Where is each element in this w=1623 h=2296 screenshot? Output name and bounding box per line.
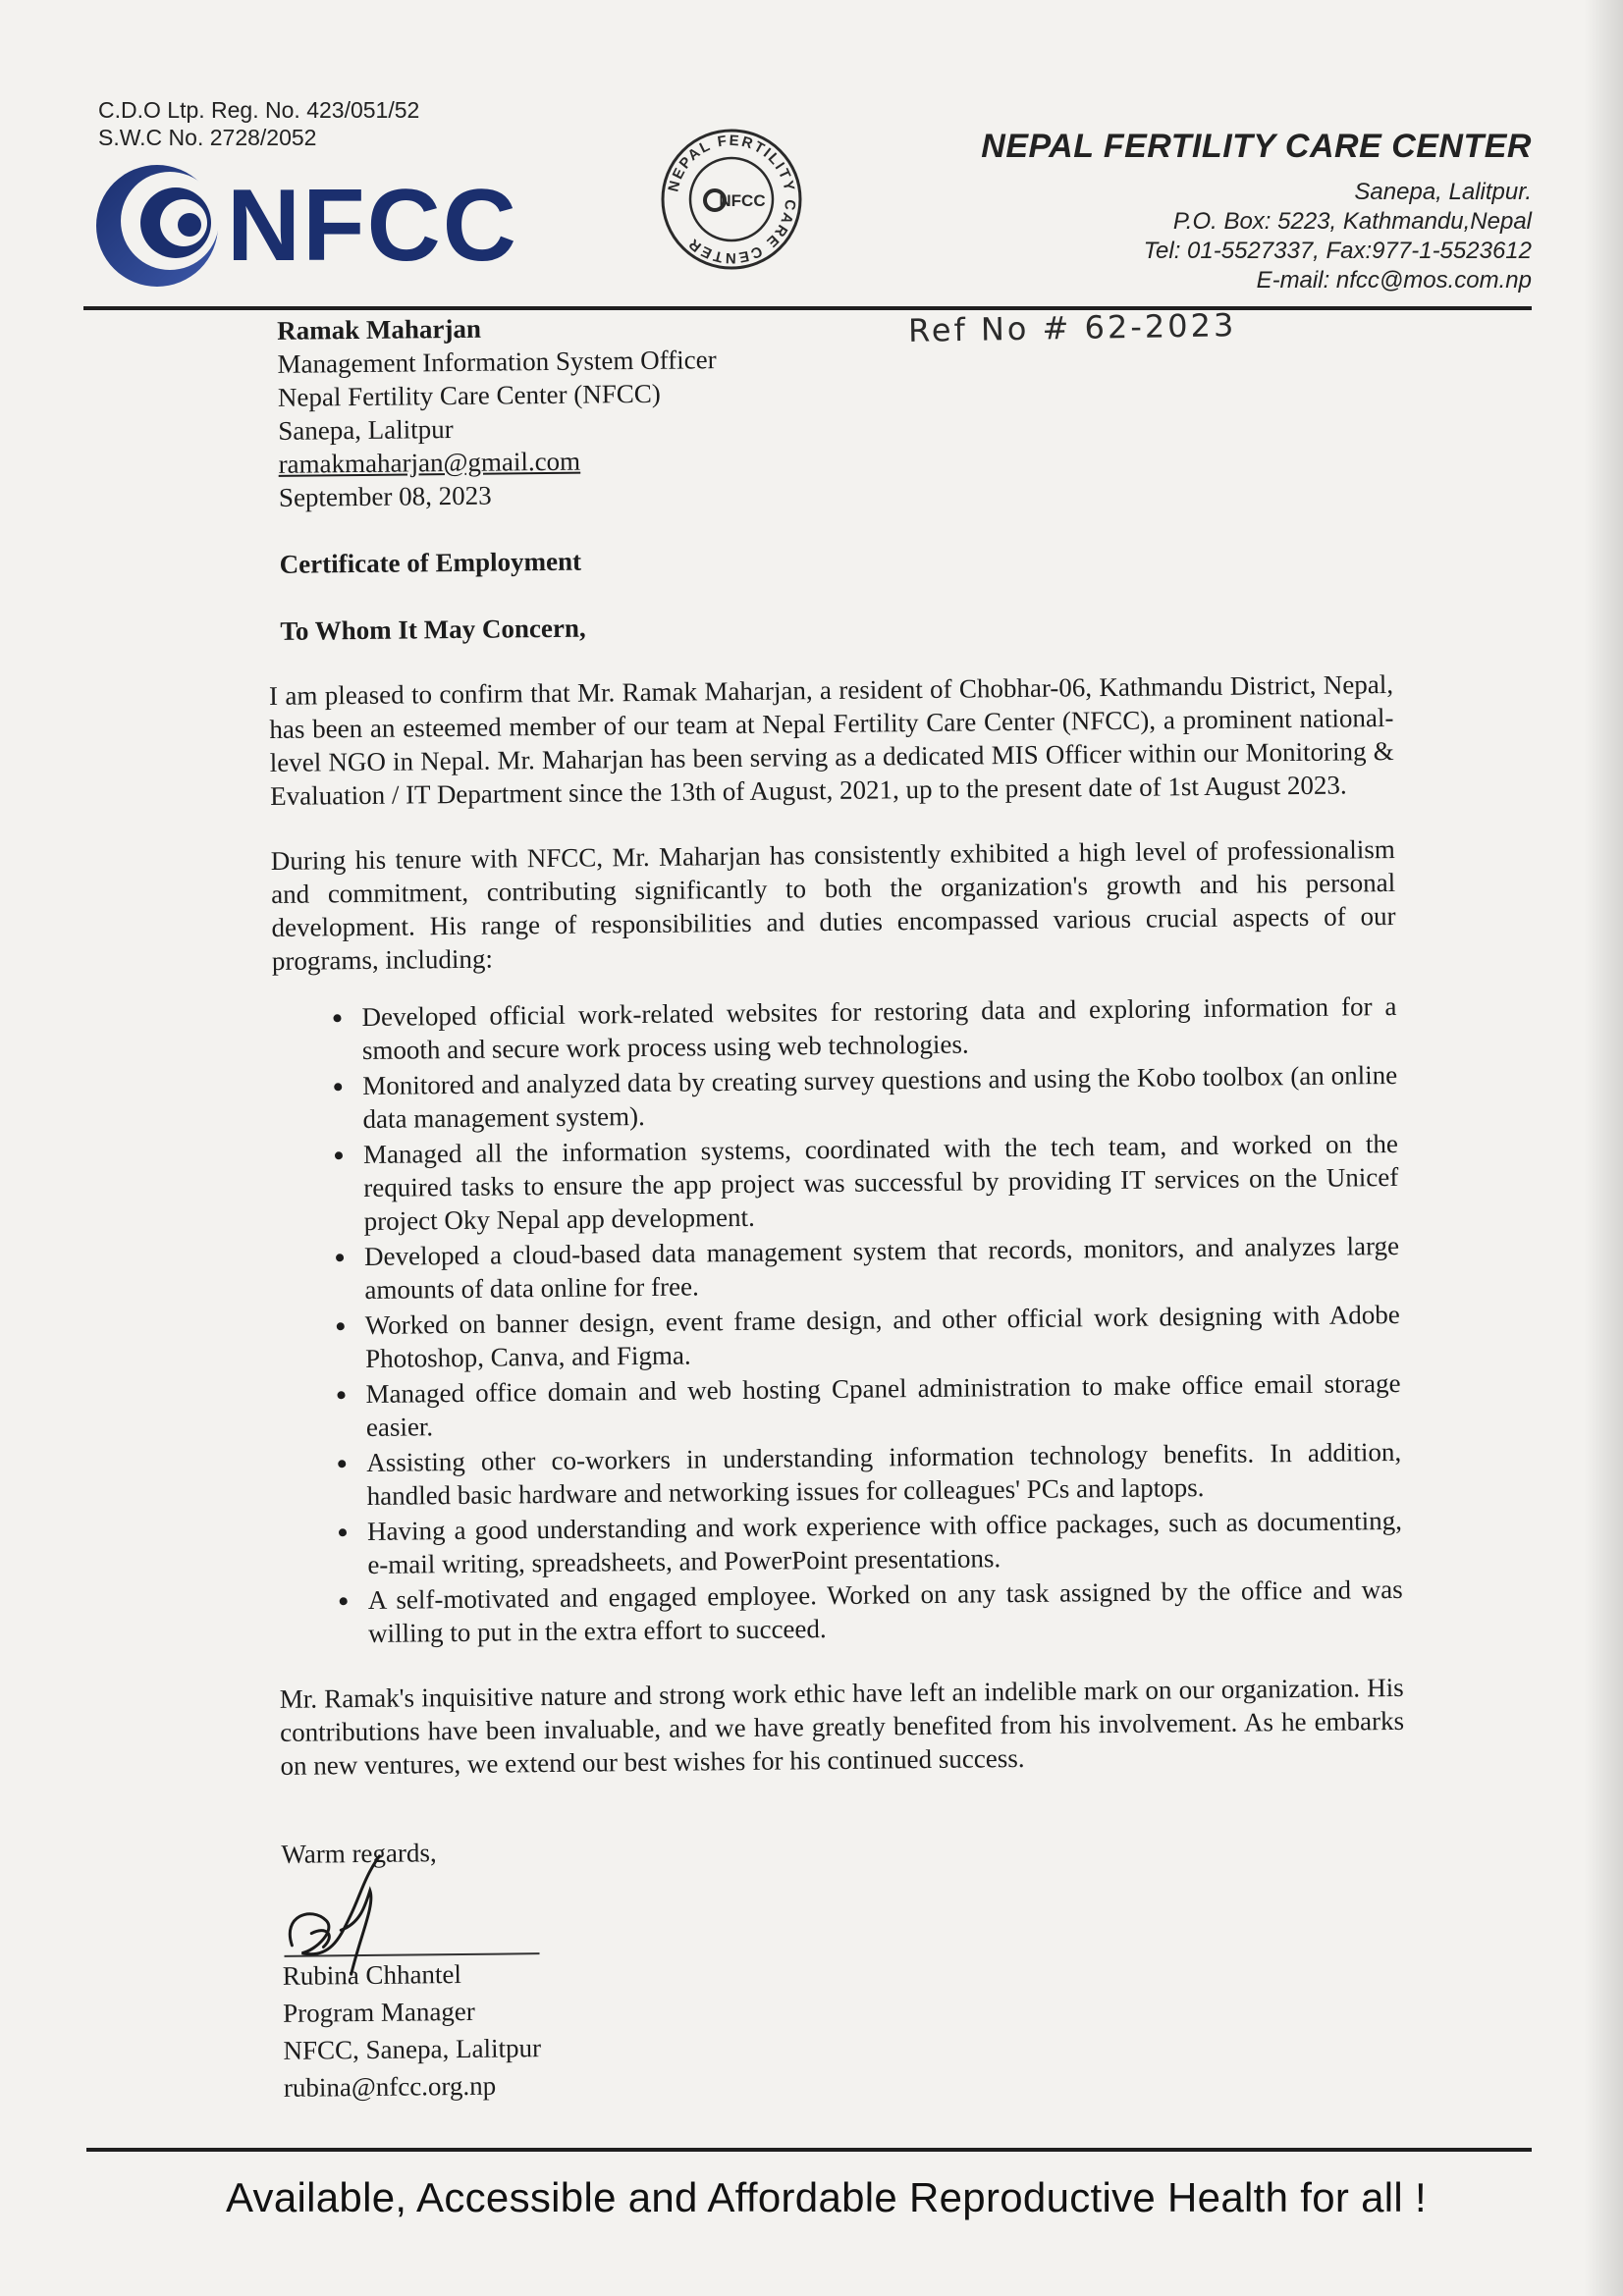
closing-phrase: Warm regards,: [281, 1838, 437, 1869]
paragraph-intro: I am pleased to confirm that Mr. Ramak Maharjan, a resident of Chobhar-06, Kathmandu District, Nepal, has been an esteemed member of our team at Nepal Fertility Care Center (NFCC), a prominent national-level NGO in Nepal. Mr. Maharjan has been serving as a dedicated MIS Officer within our Monitoring & Evaluation / IT Department since the 13th of August, 2021, up to the present date of 1st August 2023.: [268, 668, 1394, 811]
letter-date: September 08, 2023: [278, 480, 492, 512]
footer-tagline: Available, Accessible and Affordable Reproductive Health for all !: [226, 2174, 1427, 2220]
crescent-logo-icon: [93, 162, 221, 290]
address-line: Sanepa, Lalitpur.: [1354, 179, 1532, 205]
organization-name: NEPAL FERTILITY CARE CENTER: [981, 128, 1532, 165]
address-line: P.O. Box: 5223, Kathmandu,Nepal: [1172, 208, 1532, 235]
page-shadow-edge: [1584, 0, 1623, 2296]
recipient-title: Management Information System Officer: [277, 345, 717, 379]
recipient-email: ramakmaharjan@gmail.com: [278, 446, 581, 479]
seal-inner-text: NFCC: [719, 191, 766, 210]
address-line: E-mail: nfcc@mos.com.np: [1256, 267, 1532, 294]
list-item: • A self-motivated and engaged employee. Worked on any task assigned by the office and was willing to put in the extra effort to succeed.: [362, 1573, 1404, 1650]
signatory-organization: NFCC, Sanepa, Lalitpur: [283, 2033, 542, 2065]
address-line: Tel: 01-5527337, Fax:977-1-5523612: [1143, 238, 1532, 264]
letter-salutation: To Whom It May Concern,: [280, 613, 586, 646]
list-item: • Assisting other co-workers in understanding information technology benefits. In addition, handled basic hardware and networking issues for colleagues' PCs and laptops.: [360, 1435, 1402, 1513]
signatory-title: Program Manager: [282, 1996, 475, 2028]
letter-body: [265, 302, 1408, 2107]
seal-ring-text: NEPAL FERTILITY CARE CENTER: [665, 132, 799, 267]
list-item: • Developed official work-related websites for restoring data and exploring information for a smooth and secure work process using web technologies.: [355, 989, 1397, 1067]
signatory-name: Rubina Chhantel: [282, 1958, 462, 1991]
registration-line: S.W.C No. 2728/2052: [98, 125, 317, 150]
organization-seal-icon: [658, 126, 805, 273]
list-item: • Managed all the information systems, coordinated with the tech team, and worked on the required tasks to ensure the app project was successful by providing IT services on the Unicef project Oky Nepal app development.: [357, 1127, 1399, 1238]
list-item: • Monitored and analyzed data by creating survey questions and using the Kobo toolbox (an online data management system).: [356, 1058, 1398, 1136]
letter-subject: Certificate of Employment: [279, 546, 582, 579]
recipient-block: [277, 302, 1391, 514]
registration-line: C.D.O Ltp. Reg. No. 423/051/52: [98, 97, 420, 123]
paragraph-tenure: During his tenure with NFCC, Mr. Maharjan has consistently exhibited a high level of professionalism and commitment, contributing significantly to both the organization's growth and his personal development. His range of responsibilities and duties encompassed various crucial aspects of our programs, including:: [270, 833, 1396, 976]
list-item: • Having a good understanding and work experience with office packages, such as documenting, e-mail writing, spreadsheets, and PowerPoint presentations.: [361, 1504, 1403, 1581]
registration-numbers: [98, 96, 419, 151]
recipient-organization: Nepal Fertility Care Center (NFCC): [277, 378, 661, 412]
recipient-name: Ramak Maharjan: [277, 313, 482, 346]
footer-divider: [86, 2148, 1532, 2152]
logo-text: NFCC: [227, 169, 518, 283]
responsibilities-list: [272, 989, 1403, 1651]
list-item: • Worked on banner design, event frame design, and other official work designing with Adobe Photoshop, Canva, and Figma.: [359, 1298, 1401, 1375]
nfcc-logo: [93, 162, 518, 290]
paragraph-closing: Mr. Ramak's inquisitive nature and strong work ethic have left an indelible mark on our organization. His contributions have been invaluable, and we have greatly benefited from his involvement. As he embarks on new ventures, we extend our best wishes for his continued success.: [279, 1672, 1405, 1781]
signature-block: [281, 1826, 1408, 2107]
handwritten-signature-icon: [271, 1836, 469, 1995]
recipient-address: Sanepa, Lalitpur: [278, 413, 454, 446]
signatory-email: rubina@nfcc.org.np: [283, 2070, 497, 2103]
list-item: • Managed office domain and web hosting Cpanel administration to make office email storage easier.: [359, 1366, 1401, 1444]
list-item: • Developed a cloud-based data management system that records, monitors, and analyzes large amounts of data online for free.: [358, 1229, 1400, 1307]
organization-info: [981, 128, 1532, 295]
reference-number: Ref No # 62-2023: [907, 306, 1237, 349]
